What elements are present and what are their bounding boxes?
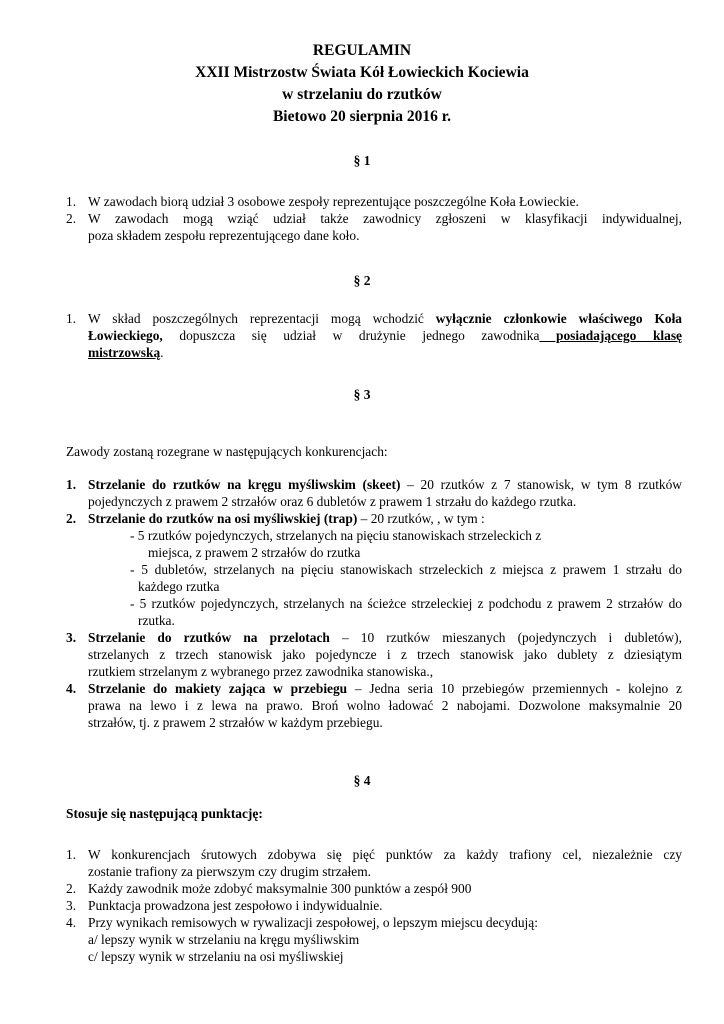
item-text-line-1 xyxy=(88,680,682,697)
list-item xyxy=(66,476,682,510)
header-line-3: w strzelaniu do rzutków xyxy=(282,86,442,103)
item-text-line-1 xyxy=(88,310,682,327)
section-3-intro: Zawody zostaną rozegrane w następujących konkurencjach: xyxy=(66,444,388,459)
text-run: – 10 rzutków mieszanych (pojedynczych i dubletów), xyxy=(329,630,682,645)
text-run: W skład poszczególnych reprezentacji mogą wchodzić xyxy=(88,311,436,326)
list-item xyxy=(66,680,682,731)
item-number: 1. xyxy=(66,477,77,492)
item-text-line-1: Przy wynikach remisowych w rywalizacji zespołowej, o lepszym miejscu decydują: xyxy=(88,915,538,930)
text-run-bold: Łowieckiego, xyxy=(88,328,163,343)
list-item xyxy=(66,310,682,361)
item-text-line-1 xyxy=(88,510,682,527)
item-text: W zawodach biorą udział 3 osobowe zespoły reprezentujące poszczególne Koła Łowieckie. xyxy=(88,194,579,209)
item-number: 3. xyxy=(66,630,77,645)
list-item xyxy=(66,914,682,965)
header-line-4: Bietowo 20 sierpnia 2016 r. xyxy=(272,108,452,125)
trap-sub-list xyxy=(88,527,682,629)
item-number: 2. xyxy=(66,511,77,526)
section-4-list xyxy=(66,846,682,965)
item-text-line-2: pojedynczych z prawem 2 strzałów oraz 6 dubletów z prawem 1 strzału do każdego rzutka. xyxy=(88,494,577,509)
item-text-line-2: prawa na lewo i z lewa na prawo. Broń wolno ładować 2 nabojami. Dozwolone maksymalnie 20 xyxy=(88,698,682,713)
header-line-2: XXII Mistrzostw Świata Kół Łowieckich Kociewia xyxy=(195,64,529,81)
sub-item-line-2: każdego rzutka xyxy=(138,579,220,594)
item-number: 3. xyxy=(66,898,77,913)
item-number: 1. xyxy=(66,311,77,326)
item-text-line-1 xyxy=(88,629,682,646)
text-run-bold: Strzelanie do makiety zająca w przebiegu xyxy=(88,681,348,696)
item-number: 1. xyxy=(66,847,77,862)
text-run-bold: Strzelanie do rzutków na przelotach xyxy=(88,630,330,645)
item-text-line-2: zostanie trafiony za pierwszym czy drugim strzałem. xyxy=(88,864,371,879)
item-number: 2. xyxy=(66,881,77,896)
sub-item-line-2: rzutka. xyxy=(138,613,175,628)
sub-item-line-1: - 5 dubletów, strzelanych na pięciu stanowiskach strzeleckich z miejsca z prawem 1 strzału do xyxy=(130,562,682,577)
item-text-line-1 xyxy=(88,476,682,493)
list-item xyxy=(66,510,682,629)
sub-item-line-2: miejsca, z prawem 2 strzałów do rzutka xyxy=(148,545,361,560)
item-text-line-2: strzelanych z trzech stanowisk jako pojedyncze i z trzech stanowisk jako dublety z dziesiątym xyxy=(88,647,682,662)
text-run-bold-underline: posiadającego klasę xyxy=(539,328,682,343)
sub-item xyxy=(130,561,682,595)
text-run-bold-underline: mistrzowską xyxy=(88,345,161,360)
section-4-intro: Stosuje się następującą punktację: xyxy=(66,806,263,821)
section-1-title: § 1 xyxy=(353,153,371,168)
sub-item xyxy=(130,527,682,561)
item-text-line-3 xyxy=(88,344,682,361)
text-run-bold: Strzelanie do rzutków na kręgu myśliwskim (skeet) xyxy=(88,477,401,492)
sub-item xyxy=(130,595,682,629)
list-item xyxy=(66,193,682,210)
document-header xyxy=(0,40,724,128)
section-2-title: § 2 xyxy=(353,273,371,288)
section-3-title: § 3 xyxy=(353,387,371,402)
item-text-line-1: Każdy zawodnik może zdobyć maksymalnie 300 punktów a zespół 900 xyxy=(88,881,472,896)
list-item xyxy=(66,210,682,244)
item-text-line-3: rzutkiem strzelanym z wybranego przez zawodnika stanowiska., xyxy=(88,664,434,679)
text-run: dopuszcza się udział w drużynie jednego zawodnika xyxy=(162,328,540,343)
item-text-line-2: poza składem zespołu reprezentującego dane koło. xyxy=(88,228,360,243)
item-number: 4. xyxy=(66,681,77,696)
list-item xyxy=(66,880,682,897)
section-2-list xyxy=(66,310,682,361)
sub-item-line-1: - 5 rzutków pojedynczych, strzelanych na ścieżce strzeleckiej z podchodu z prawem 2 strzałów do xyxy=(130,596,682,611)
item-text-line-3: c/ lepszy wynik w strzelaniu na osi myśliwskiej xyxy=(88,949,344,964)
text-run: – 20 rzutków z 7 stanowisk, w tym 8 rzutków xyxy=(400,477,682,492)
text-run: . xyxy=(160,345,164,360)
item-text-line-1: W konkurencjach śrutowych zdobywa się pięć punktów za każdy trafiony cel, niezależnie czy xyxy=(88,847,682,862)
item-text-line-2 xyxy=(88,327,682,344)
item-text-line-3: strzałów, tj. z prawem 2 strzałów w każdym przebiegu. xyxy=(88,715,383,730)
item-number: 4. xyxy=(66,915,77,930)
list-item xyxy=(66,846,682,880)
item-text-line-1: Punktacja prowadzona jest zespołowo i indywidualnie. xyxy=(88,898,383,913)
section-3-list xyxy=(66,476,682,731)
text-run-bold: Strzelanie do rzutków na osi myśliwskiej (trap) xyxy=(88,511,358,526)
text-run-bold: wyłącznie członkowie właściwego Koła xyxy=(435,311,683,326)
item-text-line-2: a/ lepszy wynik w strzelaniu na kręgu myśliwskim xyxy=(88,932,360,947)
text-run: – 20 rzutków, , w tym : xyxy=(357,511,485,526)
section-4-title: § 4 xyxy=(353,773,371,788)
section-1-list xyxy=(66,193,682,244)
sub-item-line-1: - 5 rzutków pojedynczych, strzelanych na pięciu stanowiskach strzeleckich z xyxy=(130,528,542,543)
list-item xyxy=(66,629,682,680)
text-run: – Jedna seria 10 przebiegów przemiennych - kolejno z xyxy=(347,681,682,696)
header-line-1: REGULAMIN xyxy=(312,42,412,59)
list-item xyxy=(66,897,682,914)
item-text-line-1: W zawodach mogą wziąć udział także zawodnicy zgłoszeni w klasyfikacji indywidualnej, xyxy=(88,211,682,226)
item-number: 1. xyxy=(66,194,77,209)
item-number: 2. xyxy=(66,211,77,226)
